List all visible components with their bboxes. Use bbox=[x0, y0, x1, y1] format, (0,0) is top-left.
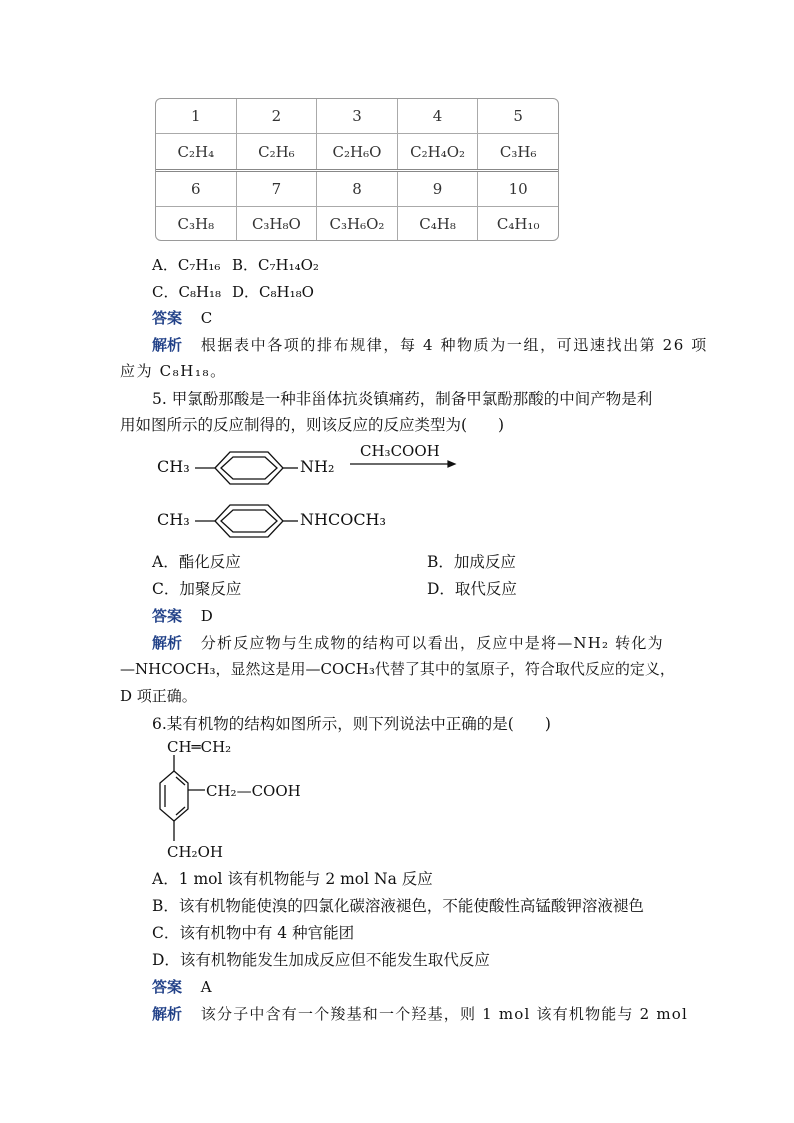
option-b: B．加成反应 bbox=[427, 553, 516, 571]
table-cell: C₃H₈ bbox=[156, 207, 237, 240]
table-cell: 3 bbox=[317, 99, 398, 133]
table-cell: C₃H₈O bbox=[237, 207, 318, 240]
table-cell: 4 bbox=[398, 99, 479, 133]
question-stem: 5. 甲氯酚那酸是一种非甾体抗炎镇痛药，制备甲氯酚那酸的中间产物是利 bbox=[152, 390, 653, 408]
answer-label: 答案 bbox=[152, 607, 183, 625]
product-ch3: CH₃ bbox=[157, 510, 190, 529]
analysis-text: 该分子中含有一个羧基和一个羟基，则 1 mol 该有机物能与 2 mol bbox=[200, 1005, 689, 1023]
answer-label: 答案 bbox=[152, 309, 183, 327]
option-d: D．取代反应 bbox=[427, 580, 517, 598]
answer-value: A bbox=[200, 978, 212, 996]
table-row bbox=[156, 207, 558, 240]
benzene-ring-icon bbox=[195, 452, 298, 484]
table-cell: C₄H₁₀ bbox=[496, 214, 540, 233]
analysis-text: D 项正确。 bbox=[120, 687, 197, 705]
question-stem: 6.某有机物的结构如图所示，则下列说法中正确的是( ) bbox=[152, 715, 551, 733]
table-row bbox=[156, 134, 558, 169]
table-cell: 9 bbox=[398, 172, 479, 206]
table-cell: 8 bbox=[317, 172, 398, 206]
option-c: C．C₈H₁₈ bbox=[152, 283, 222, 301]
table-cell: 2 bbox=[237, 99, 318, 133]
reactant-ch3: CH₃ bbox=[157, 457, 190, 476]
analysis-text: 应为 C₈H₁₈。 bbox=[120, 362, 227, 380]
table-cell: 5 bbox=[513, 107, 523, 125]
benzene-ring-icon bbox=[195, 505, 298, 537]
table-cell: C₂H₆ bbox=[237, 134, 318, 169]
option-d: D．C₈H₁₈O bbox=[232, 283, 314, 301]
option-a: A．酯化反应 bbox=[152, 553, 241, 571]
analysis-label: 解析 bbox=[152, 1005, 183, 1023]
question-stem: 用如图所示的反应制得的，则该反应的反应类型为( ) bbox=[120, 416, 505, 434]
analysis-row bbox=[152, 1004, 688, 1024]
analysis-label: 解析 bbox=[152, 336, 183, 354]
option-c: C．该有机物中有 4 种官能团 bbox=[152, 924, 355, 942]
answer-row bbox=[152, 606, 213, 626]
reactant-nh2: NH₂ bbox=[300, 457, 335, 476]
product-nhcoch3: NHCOCH₃ bbox=[300, 510, 386, 529]
option-d: D．该有机物能发生加成反应但不能发生取代反应 bbox=[152, 951, 490, 969]
option-b: B．C₇H₁₄O₂ bbox=[232, 256, 319, 274]
answer-row bbox=[152, 308, 212, 328]
reagent-label: CH₃COOH bbox=[360, 442, 440, 460]
reaction-arrow-icon bbox=[350, 461, 455, 467]
table-row bbox=[156, 99, 558, 133]
option-a: A．C₇H₁₆ bbox=[152, 256, 221, 274]
table-cell: C₂H₄ bbox=[156, 134, 237, 169]
formula-table bbox=[155, 98, 559, 241]
table-cell: 10 bbox=[508, 180, 528, 198]
substituent-vinyl: CH═CH₂ bbox=[167, 738, 232, 756]
analysis-row bbox=[152, 633, 664, 653]
analysis-row bbox=[152, 335, 708, 355]
answer-value: D bbox=[200, 607, 213, 625]
substituent-ch2oh: CH₂OH bbox=[167, 843, 223, 861]
table-cell: 1 bbox=[156, 99, 237, 133]
table-cell: 6 bbox=[156, 172, 237, 206]
table-cell: C₂H₄O₂ bbox=[398, 134, 479, 169]
analysis-text: 根据表中各项的排布规律，每 4 种物质为一组，可迅速找出第 26 项 bbox=[200, 336, 708, 354]
answer-value: C bbox=[200, 309, 213, 327]
benzene-ring-icon bbox=[160, 755, 205, 841]
table-cell: C₂H₆O bbox=[317, 134, 398, 169]
table-cell: C₃H₆ bbox=[499, 142, 537, 161]
option-a: A．1 mol 该有机物能与 2 mol Na 反应 bbox=[152, 870, 433, 888]
table-cell: 7 bbox=[237, 172, 318, 206]
analysis-label: 解析 bbox=[152, 634, 183, 652]
molecule-structure-svg bbox=[145, 755, 215, 845]
reaction-scheme-svg bbox=[150, 440, 470, 540]
option-b: B．该有机物能使溴的四氯化碳溶液褪色，不能使酸性高锰酸钾溶液褪色 bbox=[152, 897, 644, 915]
substituent-ch2cooh: CH₂—COOH bbox=[206, 782, 301, 800]
table-row bbox=[156, 172, 558, 206]
analysis-text: 分析反应物与生成物的结构可以看出，反应中是将—NH₂ 转化为 bbox=[200, 634, 664, 652]
table-cell: C₄H₈ bbox=[398, 207, 479, 240]
answer-label: 答案 bbox=[152, 978, 183, 996]
option-c: C．加聚反应 bbox=[152, 580, 242, 598]
table-cell: C₃H₆O₂ bbox=[317, 207, 398, 240]
analysis-text: —NHCOCH₃，显然这是用—COCH₃代替了其中的氢原子，符合取代反应的定义， bbox=[120, 660, 675, 678]
answer-row bbox=[152, 977, 212, 997]
